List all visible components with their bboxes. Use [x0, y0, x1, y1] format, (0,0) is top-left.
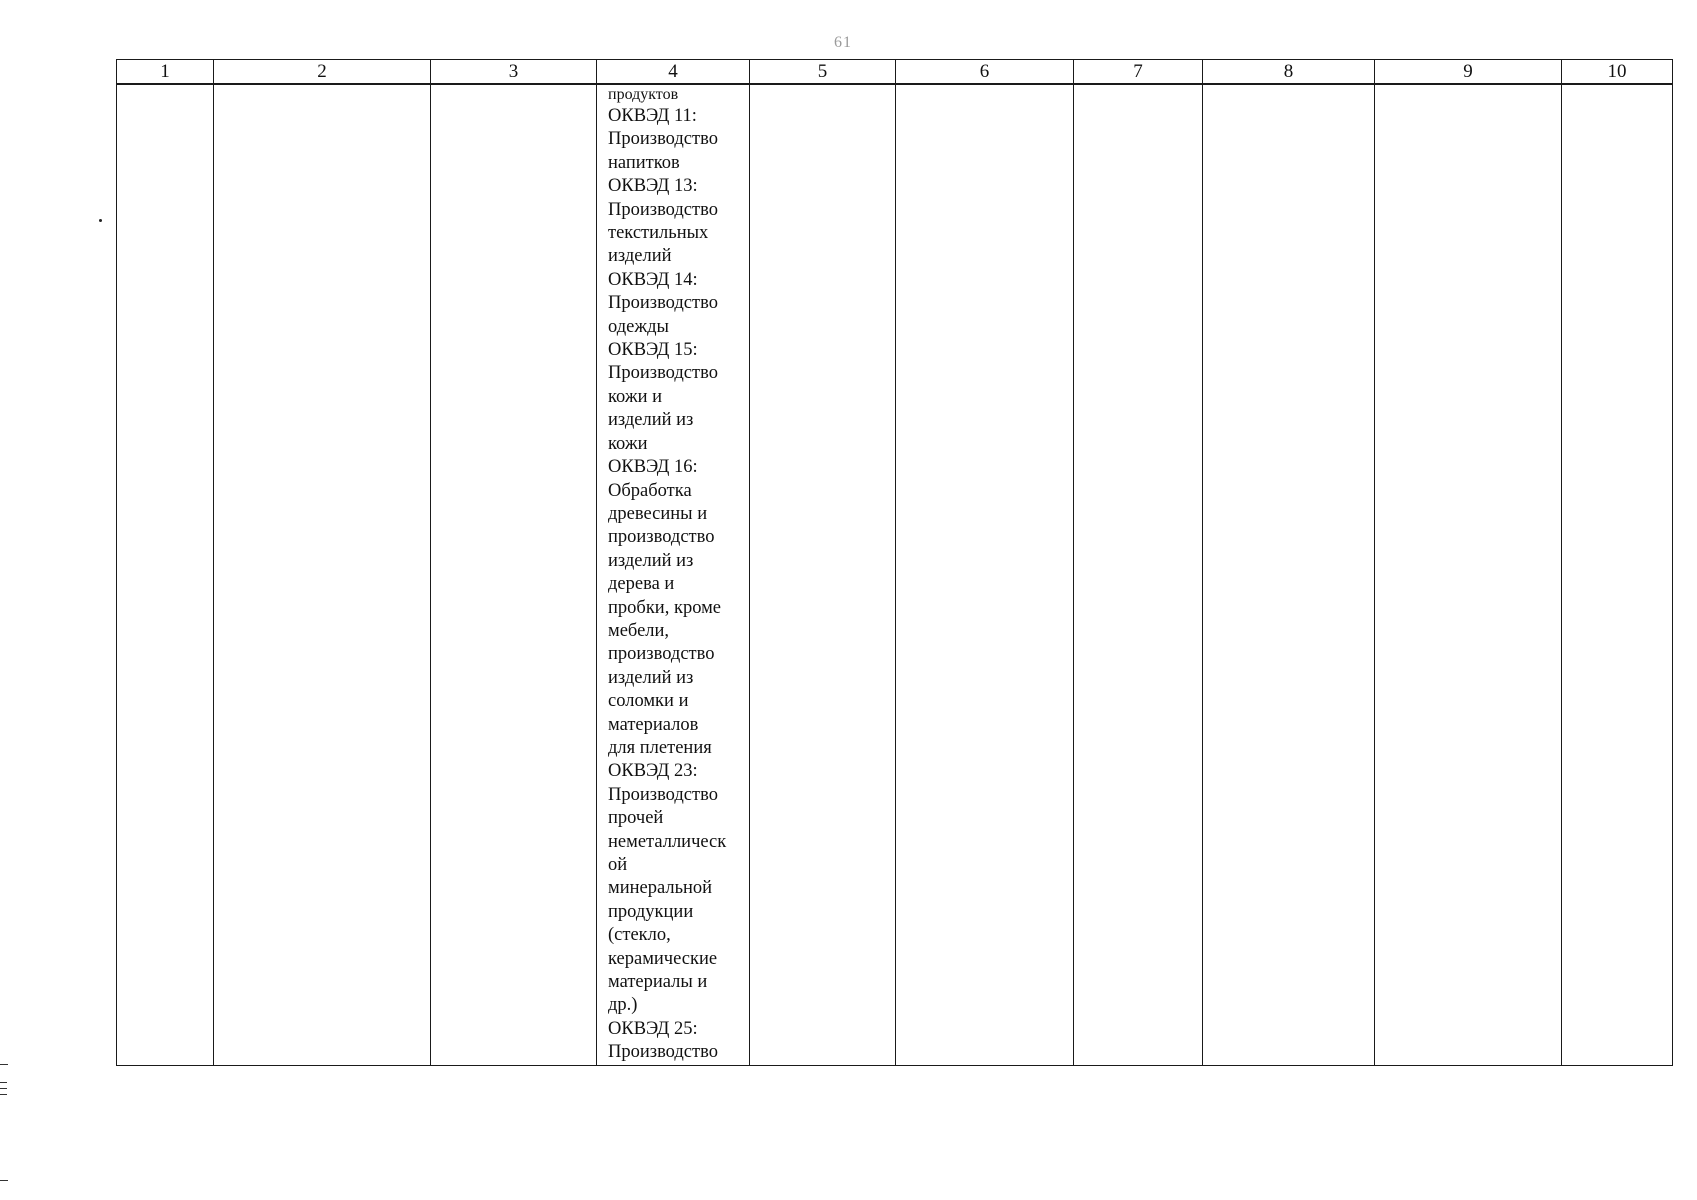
text-line: ОКВЭД 14: [608, 269, 698, 290]
okved-list [608, 85, 749, 1065]
text-line: продуктов [608, 86, 679, 103]
table-cell-col8 [1203, 84, 1375, 1065]
page-number: 61 [834, 34, 852, 51]
scan-artifact-dot [99, 219, 102, 222]
table-cell-col7 [1074, 84, 1203, 1065]
text-line: ОКВЭД 11: [608, 106, 697, 126]
table-cell-col6 [896, 84, 1074, 1065]
table-cell-col9 [1375, 84, 1562, 1065]
text-line: материалов [608, 714, 699, 735]
text-line: ОКВЭД 16: [608, 457, 698, 478]
text-line: напитков [608, 152, 680, 173]
margin-mark [0, 1064, 8, 1065]
text-line: минеральной [608, 878, 713, 899]
table-cell-col5 [750, 84, 896, 1065]
text-line: др.) [608, 995, 638, 1016]
text-line: Производство [608, 293, 718, 314]
column-header-1: 1 [117, 60, 214, 85]
text-line: изделий из [608, 410, 694, 431]
margin-mark [0, 1082, 7, 1083]
text-line: керамические [608, 948, 718, 969]
text-line: прочей [608, 808, 664, 829]
table-cell-col10 [1562, 84, 1673, 1065]
table-cell-col4 [597, 84, 750, 1065]
text-line: Производство [608, 363, 718, 384]
text-line: изделий из [608, 667, 694, 688]
text-line: мебели, [608, 620, 670, 641]
column-header-2: 2 [214, 60, 431, 85]
text-line: для плетения [608, 737, 712, 758]
column-header-4: 4 [597, 60, 750, 85]
column-header-6: 6 [896, 60, 1074, 85]
text-line: кожи [608, 433, 648, 454]
table-cell-col1 [117, 84, 214, 1065]
text-line: производство [608, 527, 715, 548]
text-line: кожи и [608, 386, 663, 407]
text-line: ой [608, 855, 628, 875]
column-header-3: 3 [431, 60, 597, 85]
column-header-10: 10 [1562, 60, 1673, 85]
column-header-7: 7 [1074, 60, 1203, 85]
text-line: ОКВЭД 15: [608, 340, 698, 361]
text-line: текстильных [608, 223, 709, 244]
text-line: (стекло, [608, 925, 671, 946]
text-line: ОКВЭД 13: [608, 176, 698, 197]
document-table [116, 59, 1673, 1066]
text-line: изделий из [608, 550, 694, 571]
column-header-9: 9 [1375, 60, 1562, 85]
margin-mark [0, 1094, 7, 1095]
text-line: одежды [608, 316, 669, 337]
text-line: ОКВЭД 25: [608, 1018, 698, 1039]
text-line: производство [608, 644, 715, 665]
table-row [117, 84, 1673, 1065]
margin-mark [0, 1088, 7, 1089]
text-line: Производство [608, 784, 718, 805]
text-line: Производство [608, 199, 718, 220]
text-line: материалы и [608, 972, 708, 993]
text-line: изделий [608, 246, 672, 267]
header-row [117, 60, 1673, 85]
text-line: дерева и [608, 574, 675, 595]
column-header-8: 8 [1203, 60, 1375, 85]
text-line: Производство [608, 129, 718, 150]
text-line: Производство [608, 1042, 718, 1063]
table-cell-col2 [214, 84, 431, 1065]
text-line: Обработка [608, 480, 692, 501]
text-line: древесины и [608, 503, 708, 524]
text-line: продукции [608, 901, 694, 922]
text-line: пробки, кроме [608, 597, 722, 618]
text-line: неметаллическ [608, 831, 727, 852]
text-line: ОКВЭД 23: [608, 761, 698, 782]
margin-mark [0, 1180, 8, 1181]
column-header-5: 5 [750, 60, 896, 85]
table-cell-col3 [431, 84, 597, 1065]
text-line: соломки и [608, 691, 689, 712]
